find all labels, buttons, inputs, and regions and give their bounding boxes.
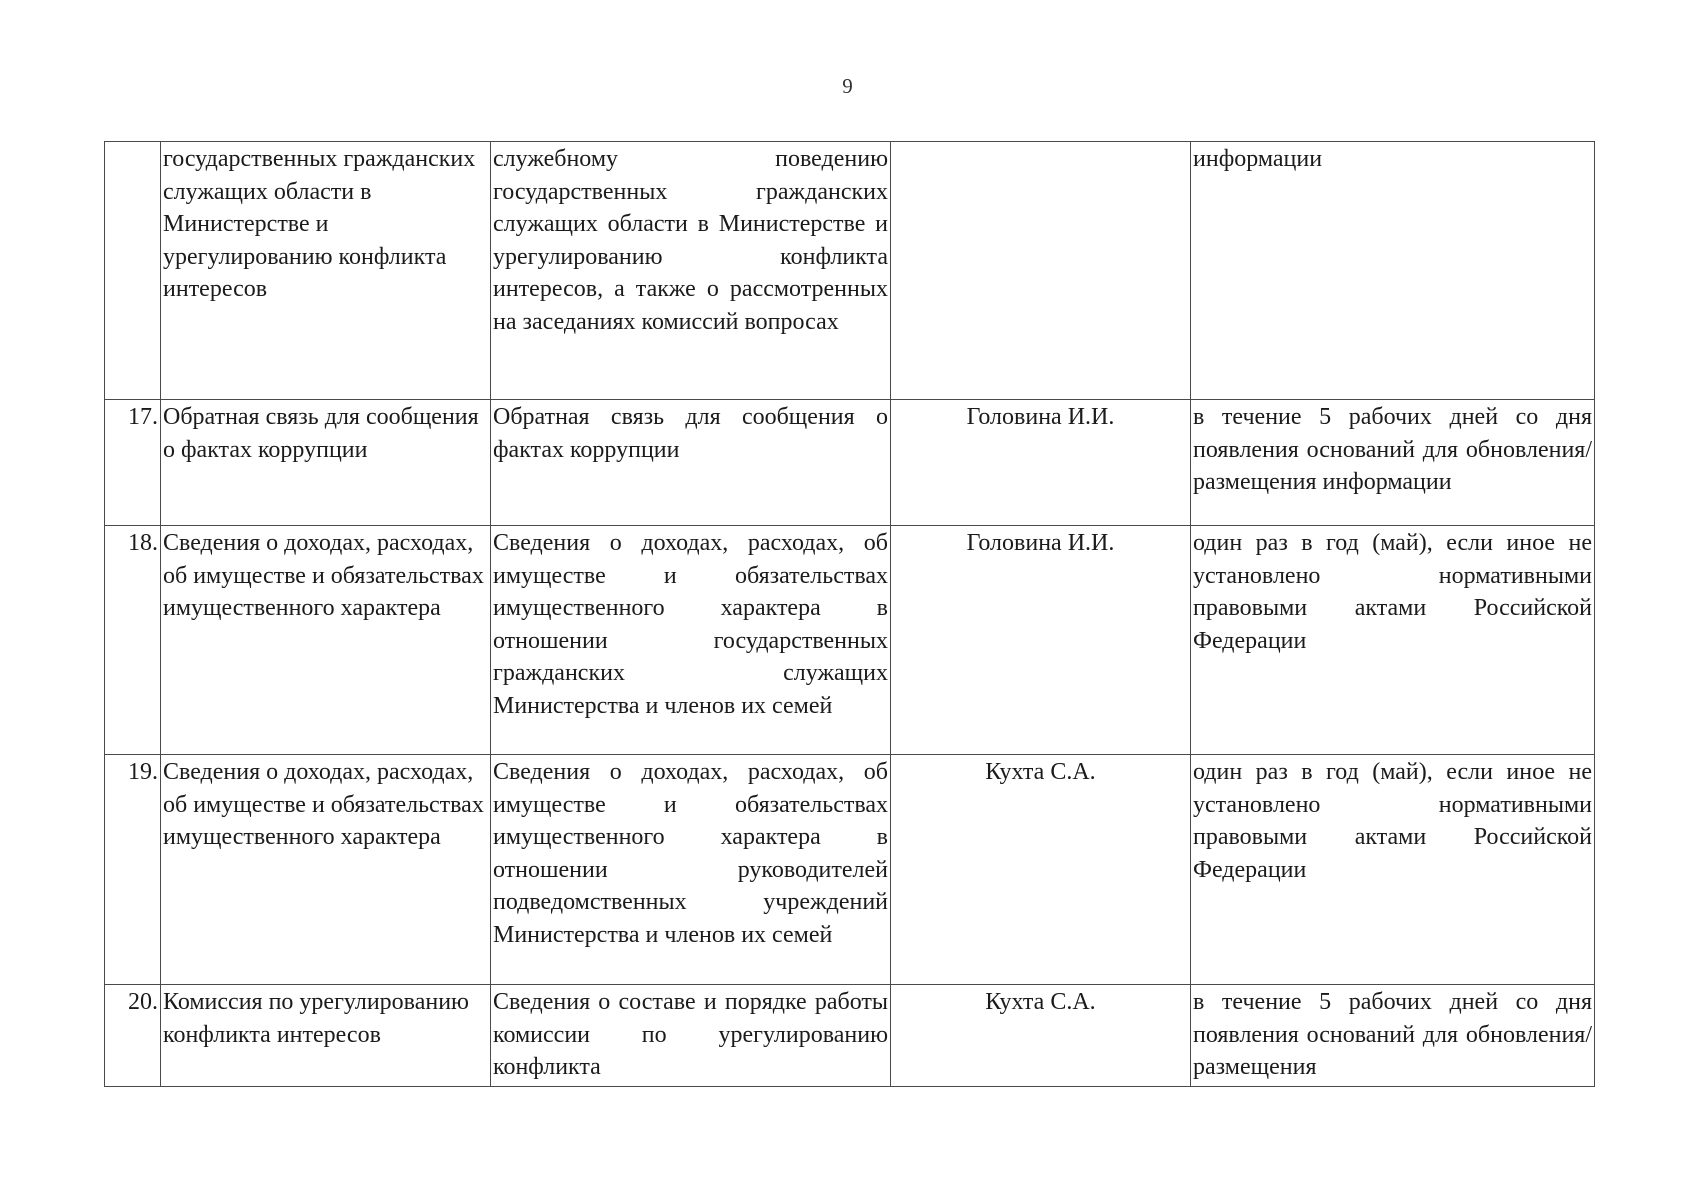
row-number: 18. [105, 526, 161, 755]
table-row [105, 755, 1595, 985]
section-name: государственных гражданских служащих области в Министерстве и урегулированию конфликта интересов [161, 142, 491, 400]
responsible-person: Кухта С.А. [891, 985, 1191, 1087]
document-table [104, 141, 1595, 1087]
row-number [105, 142, 161, 400]
responsible-person: Кухта С.А. [891, 755, 1191, 985]
section-description: Сведения о составе и порядке работы комиссии по урегулированию конфликта [491, 985, 891, 1087]
update-term: один раз в год (май), если иное не установлено нормативными правовыми актами Российской Федерации [1191, 755, 1595, 985]
table-row [105, 526, 1595, 755]
row-number: 20. [105, 985, 161, 1087]
responsible-person: Головина И.И. [891, 526, 1191, 755]
update-term: в течение 5 рабочих дней со дня появления оснований для обновления/размещения [1191, 985, 1595, 1087]
update-term: в течение 5 рабочих дней со дня появления оснований для обновления/размещения информации [1191, 400, 1595, 526]
table-row [105, 142, 1595, 400]
section-name: Сведения о доходах, расходах, об имуществе и обязательствах имущественного характера [161, 526, 491, 755]
section-description: Сведения о доходах, расходах, об имуществе и обязательствах имущественного характера в отношении государственных гражданских служащих Министерства и членов их семей [491, 526, 891, 755]
responsible-person [891, 142, 1191, 400]
update-term: один раз в год (май), если иное не установлено нормативными правовыми актами Российской Федерации [1191, 526, 1595, 755]
section-name: Обратная связь для сообщения о фактах коррупции [161, 400, 491, 526]
section-description: Обратная связь для сообщения о фактах коррупции [491, 400, 891, 526]
row-number: 17. [105, 400, 161, 526]
page-number: 9 [842, 74, 853, 98]
section-description: Сведения о доходах, расходах, об имуществе и обязательствах имущественного характера в отношении руководителей подведомственных учреждений Министерства и членов их семей [491, 755, 891, 985]
table-row [105, 985, 1595, 1087]
table-row [105, 400, 1595, 526]
section-description: служебному поведению государственных гражданских служащих области в Министерстве и урегулированию конфликта интересов, а также о рассмотренных на заседаниях комиссий вопросах [491, 142, 891, 400]
update-term: информации [1191, 142, 1595, 400]
row-number: 19. [105, 755, 161, 985]
section-name: Комиссия по урегулированию конфликта интересов [161, 985, 491, 1087]
responsible-person: Головина И.И. [891, 400, 1191, 526]
section-name: Сведения о доходах, расходах, об имуществе и обязательствах имущественного характера [161, 755, 491, 985]
